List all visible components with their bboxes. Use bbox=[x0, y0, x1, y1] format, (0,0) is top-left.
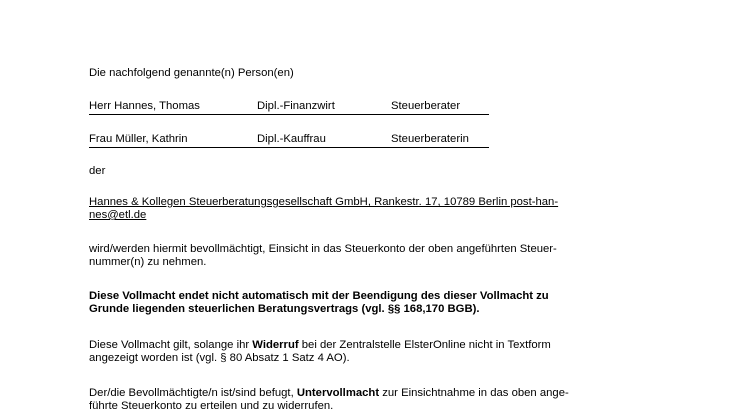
subauth-bold: Untervollmacht bbox=[296, 387, 380, 399]
der-text: der bbox=[89, 165, 106, 177]
person-title: Dipl.-Finanzwirt bbox=[257, 100, 335, 112]
authorization-line-1: wird/werden hiermit bevollmächtigt, Einsicht in das Steuerkonto der oben angeführten Steuer- bbox=[89, 243, 557, 255]
validity-pre: Diese Vollmacht gilt, solange ihr bbox=[89, 339, 253, 351]
authorization-line-2: nummer(n) zu nehmen. bbox=[89, 256, 207, 268]
notice-line-1: Diese Vollmacht endet nicht automatisch mit der Beendigung des dieser Vollmacht zu bbox=[89, 290, 549, 302]
person-name: Herr Hannes, Thomas bbox=[89, 100, 200, 112]
validity-bold: Widerruf bbox=[252, 339, 299, 351]
intro-text: Die nachfolgend genannte(n) Person(en) bbox=[89, 67, 294, 79]
person-title: Dipl.-Kauffrau bbox=[257, 133, 326, 145]
validity-line-1 bbox=[89, 339, 669, 352]
person-role: Steuerberaterin bbox=[391, 133, 469, 145]
person-name: Frau Müller, Kathrin bbox=[89, 133, 188, 145]
validity-post: bei der Zentralstelle ElsterOnline nicht in Textform bbox=[298, 339, 551, 351]
subauth-line-2: führte Steuerkonto zu erteilen und zu widerrufen. bbox=[89, 400, 334, 412]
subauth-line-1 bbox=[89, 387, 669, 400]
person-role: Steuerberater bbox=[391, 100, 461, 112]
company-line-1: Hannes & Kollegen Steuerberatungsgesellschaft GmbH, Rankestr. 17, 10789 Berlin post-han- bbox=[89, 196, 559, 208]
company-line-2: nes@etl.de bbox=[89, 209, 147, 221]
validity-line-2: angezeigt worden ist (vgl. § 80 Absatz 1 Satz 4 AO). bbox=[89, 352, 350, 364]
person-row bbox=[89, 133, 489, 148]
subauth-pre: Der/die Bevollmächtigte/n ist/sind befugt, bbox=[89, 387, 297, 399]
notice-line-2: Grunde liegenden steuerlichen Beratungsvertrags (vgl. §§ 168,170 BGB). bbox=[89, 303, 480, 315]
person-row bbox=[89, 100, 489, 115]
subauth-post: zur Einsichtnahme in das oben ange- bbox=[379, 387, 569, 399]
